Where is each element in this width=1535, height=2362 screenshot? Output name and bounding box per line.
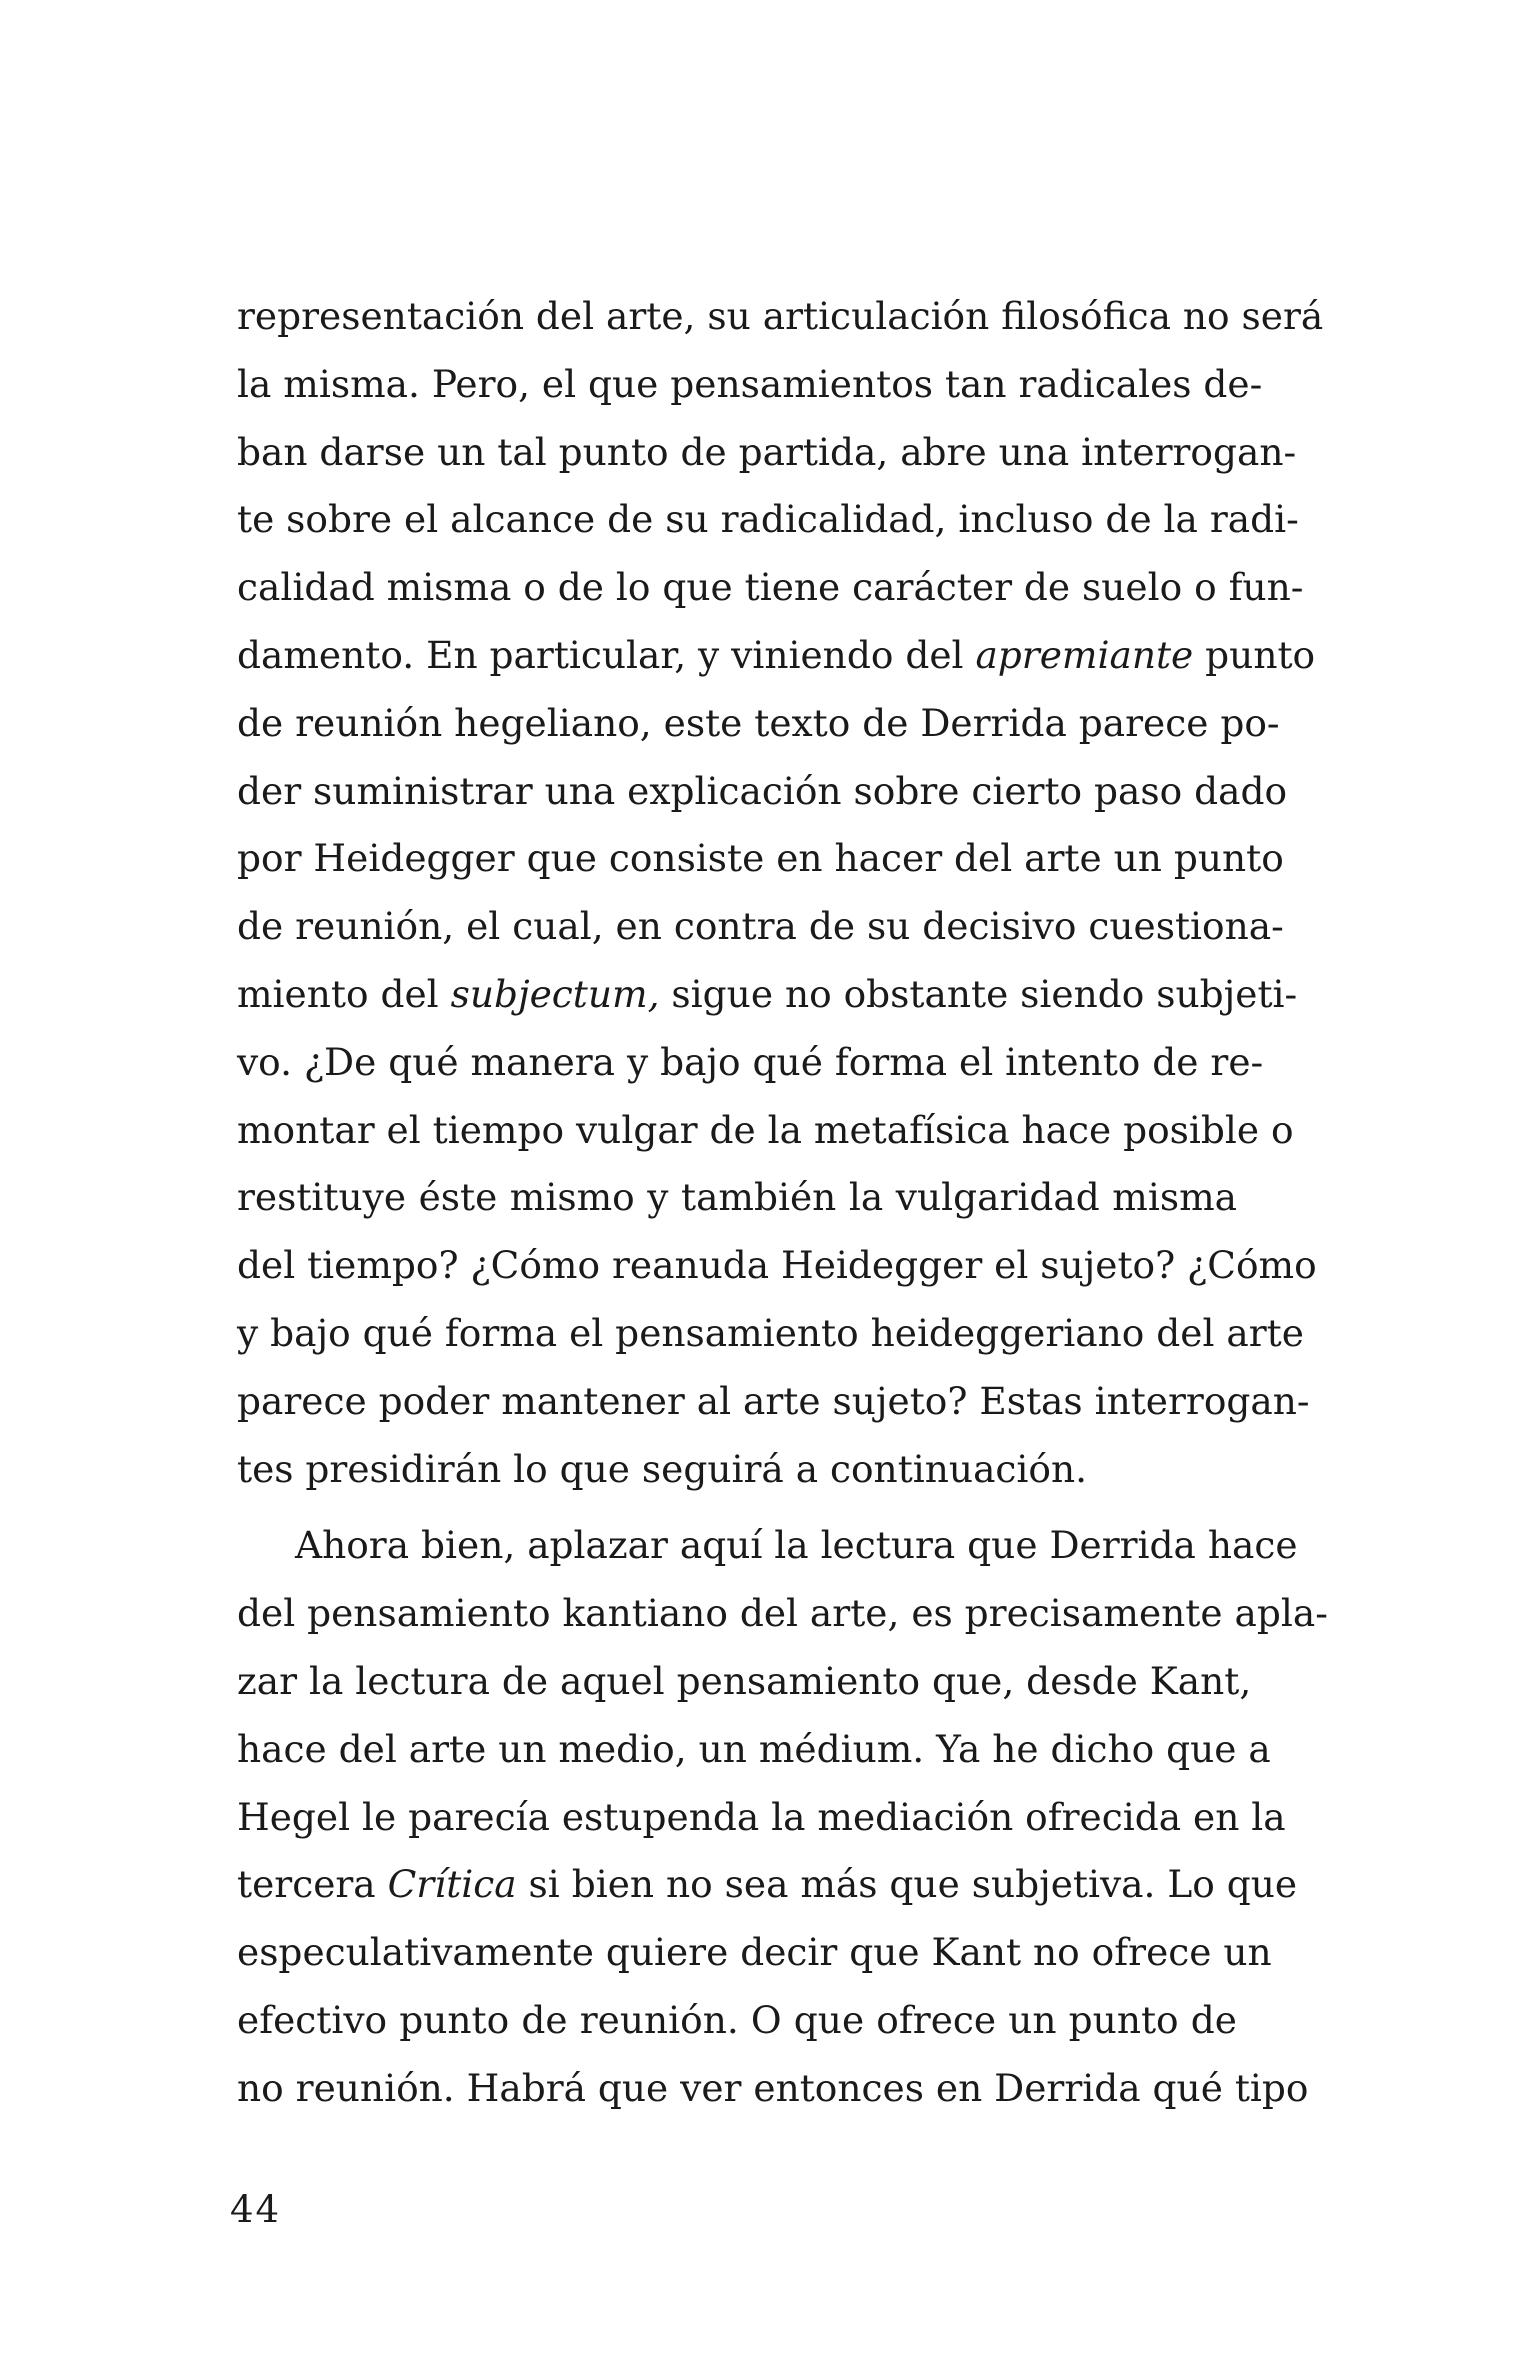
text-line: restituye éste mismo y también la vulgaridad misma <box>237 1175 1237 1220</box>
text-line: la misma. Pero, el que pensamientos tan radicales de- <box>237 361 1263 406</box>
text-line: miento del subjectum, sigue no obstante siendo subjeti- <box>237 971 1298 1016</box>
page-number: 44 <box>230 2188 282 2231</box>
text-line: der suministrar una explicación sobre cierto paso dado <box>237 768 1288 813</box>
text-line: tercera Crítica si bien no sea más que subjetiva. Lo que <box>237 1862 1298 1907</box>
text-line: calidad misma o de lo que tiene carácter de suelo o fun- <box>237 565 1304 610</box>
text-line: damento. En particular, y viniendo del apremiante punto <box>237 632 1316 677</box>
text-line: zar la lectura de aquel pensamiento que, desde Kant, <box>237 1658 1252 1703</box>
text-line: del pensamiento kantiano del arte, es precisamente apla- <box>237 1591 1328 1636</box>
text-line: representación del arte, su articulación filosófica no será <box>237 294 1324 338</box>
text-line: Ahora bien, aplazar aquí la lectura que Derrida hace <box>295 1523 1298 1568</box>
text-line: efectivo punto de reunión. O que ofrece un punto de <box>237 1997 1237 2042</box>
text-line: de reunión, el cual, en contra de su decisivo cuestiona- <box>237 904 1284 949</box>
italic-term: subjectum, <box>450 971 660 1016</box>
text-line: te sobre el alcance de su radicalidad, incluso de la radi- <box>237 497 1299 542</box>
text-line: montar el tiempo vulgar de la metafísica hace posible o <box>237 1107 1294 1152</box>
text-line: no reunión. Habrá que ver entonces en Derrida qué tipo <box>237 2065 1309 2110</box>
text-line: de reunión hegeliano, este texto de Derrida parece po- <box>237 700 1280 745</box>
text-line: Hegel le parecía estupenda la mediación ofrecida en la <box>237 1794 1286 1839</box>
italic-term: apremiante <box>975 632 1194 677</box>
text-line: vo. ¿De qué manera y bajo qué forma el intento de re- <box>237 1039 1264 1084</box>
text-line: hace del arte un medio, un médium. Ya he dicho que a <box>237 1726 1271 1771</box>
text-line: parece poder mantener al arte sujeto? Estas interrogan- <box>237 1378 1310 1423</box>
text-line: por Heidegger que consiste en hacer del arte un punto <box>237 836 1284 881</box>
italic-term: Crítica <box>387 1862 517 1907</box>
text-line: especulativamente quiere decir que Kant no ofrece un <box>237 1930 1272 1975</box>
text-line: del tiempo? ¿Cómo reanuda Heidegger el sujeto? ¿Cómo <box>237 1243 1317 1288</box>
text-line: ban darse un tal punto de partida, abre una interrogan- <box>237 429 1297 474</box>
text-line: y bajo qué forma el pensamiento heideggeriano del arte <box>237 1310 1304 1355</box>
body-text <box>237 283 1328 2123</box>
paragraph-gap <box>237 1503 1237 1512</box>
text-line: tes presidirán lo que seguirá a continuación. <box>237 1446 1088 1491</box>
